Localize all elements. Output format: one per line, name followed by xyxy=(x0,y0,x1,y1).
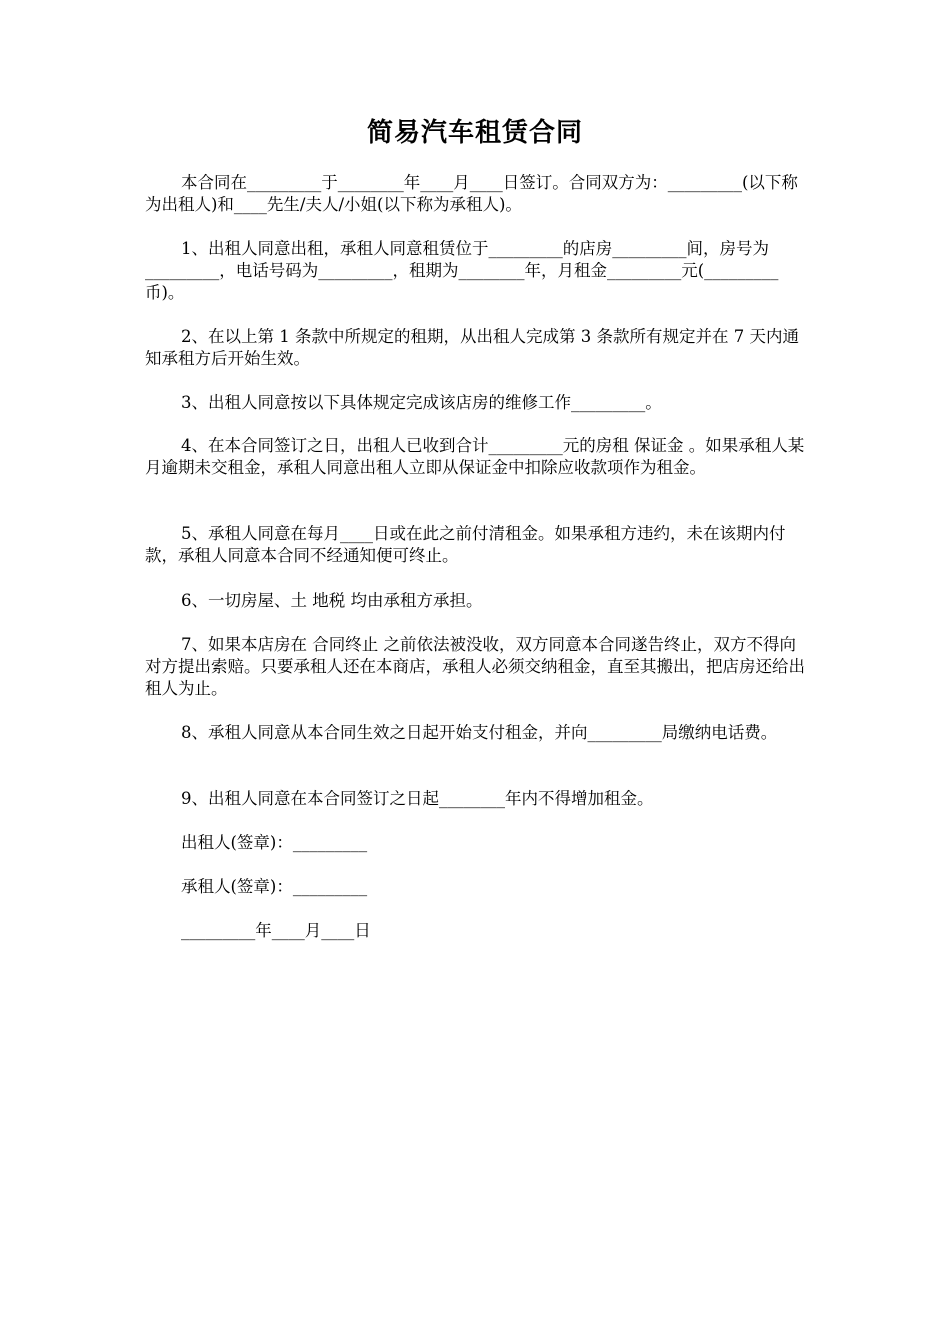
document-title: 简易汽车租赁合同 xyxy=(366,118,583,148)
clause-4: 4、在本合同签订之日，出租人已收到合计_________元的房租 保证金 。如果承租人某月逾期未交租金，承租人同意出租人立即从保证金中扣除应收款项作为租金。 xyxy=(145,436,805,477)
clause-9: 9、出租人同意在本合同签订之日起________年内不得增加租金。 xyxy=(181,789,654,808)
clause-7: 7、如果本店房在 合同终止 之前依法被没收，双方同意本合同遂告终止，双方不得向对方提出索赔。只要承租人还在本商店，承租人必须交纳租金，直至其搬出，把店房还给出租人为止。 xyxy=(145,635,805,698)
clause-3: 3、出租人同意按以下具体规定完成该店房的维修工作_________。 xyxy=(181,393,662,412)
clause-1: 1、出租人同意出租，承租人同意租赁位于_________的店房_________间，房号为_________，电话号码为_________，租期为________年，月租金_________元(_________币)。 xyxy=(145,239,779,302)
signing-date-line: _________年____月____日 xyxy=(181,921,371,940)
intro-paragraph: 本合同在_________于________年____月____日签订。合同双方为：_________(以下称为出租人)和____先生/夫人/小姐(以下称为承租人)。 xyxy=(145,173,798,214)
clause-8: 8、承租人同意从本合同生效之日起开始支付租金，并向_________局缴纳电话费。 xyxy=(181,723,778,742)
clause-5: 5、承租人同意在每月____日或在此之前付清租金。如果承租方违约，未在该期内付款，承租人同意本合同不经通知便可终止。 xyxy=(145,524,786,565)
lessee-signature-line: 承租人(签章)：_________ xyxy=(181,877,368,896)
lessor-signature-line: 出租人(签章)：_________ xyxy=(181,833,368,852)
clause-2: 2、在以上第 1 条款中所规定的租期，从出租人完成第 3 条款所有规定并在 7 天内通知承租方后开始生效。 xyxy=(145,327,799,368)
clause-6: 6、一切房屋、土 地税 均由承租方承担。 xyxy=(181,591,483,610)
